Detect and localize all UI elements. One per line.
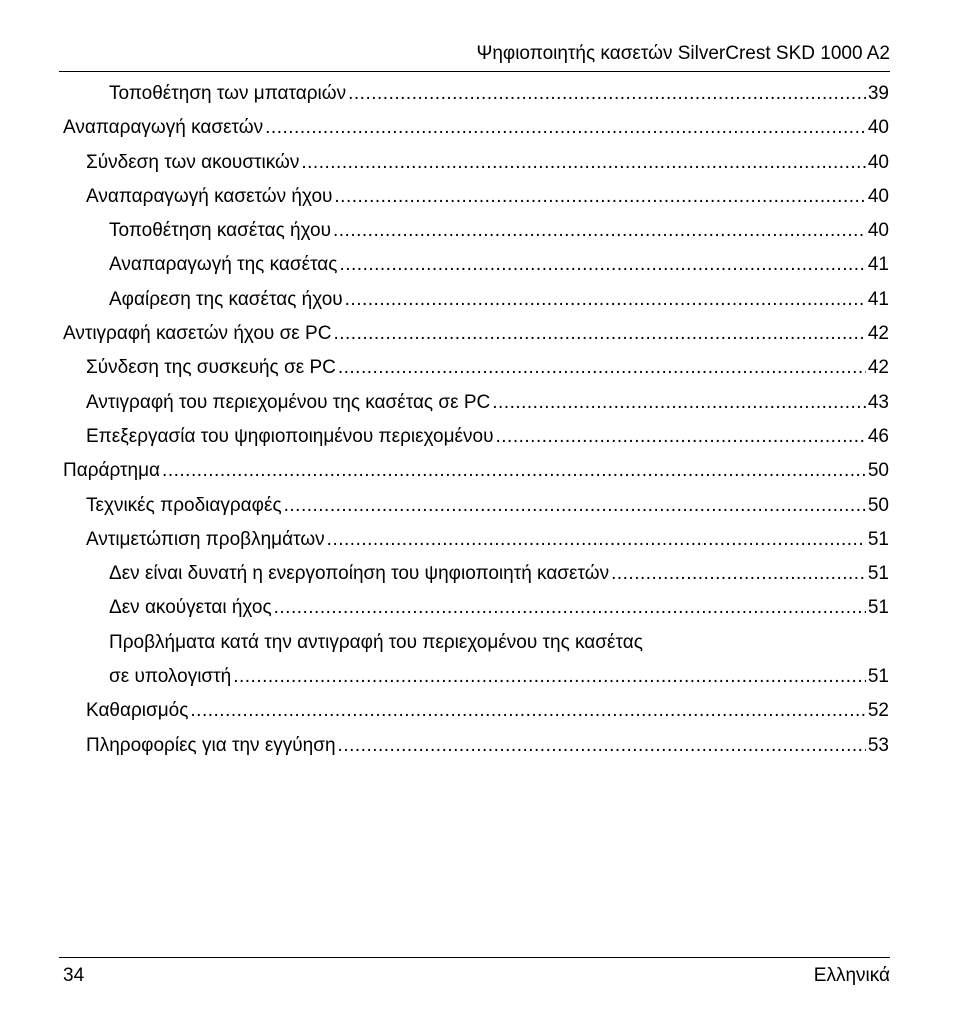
toc-entry-title: Παράρτημα bbox=[63, 460, 161, 482]
toc-entry[interactable] bbox=[63, 283, 889, 317]
toc-entry[interactable] bbox=[63, 420, 889, 454]
toc-dot-leader bbox=[339, 248, 865, 282]
toc-entry-title: Αντιγραφή κασετών ήχου σε PC bbox=[63, 323, 332, 345]
toc-entry-page: 40 bbox=[867, 185, 889, 207]
toc-entry-title: Τοποθέτηση των μπαταριών bbox=[109, 83, 347, 104]
toc-entry-title: Αναπαραγωγή κασετών bbox=[63, 117, 264, 139]
page-header bbox=[59, 41, 890, 72]
toc-dot-leader bbox=[301, 146, 865, 180]
toc-entry-page: 52 bbox=[867, 700, 889, 722]
toc-entry[interactable] bbox=[63, 729, 889, 763]
toc-entry-title: Καθαρισμός bbox=[86, 700, 189, 722]
toc-entry[interactable] bbox=[63, 523, 889, 557]
toc-entry[interactable] bbox=[63, 454, 889, 488]
toc-entry[interactable] bbox=[63, 180, 889, 214]
toc-dot-leader bbox=[284, 489, 866, 523]
toc-entry-title: Τεχνικές προδιαγραφές bbox=[86, 494, 282, 516]
toc-dot-leader bbox=[611, 557, 866, 591]
toc-entry[interactable] bbox=[63, 146, 889, 180]
toc-dot-leader bbox=[274, 591, 866, 625]
toc-dot-leader bbox=[265, 111, 866, 145]
toc-entry-page: 51 bbox=[867, 563, 889, 585]
toc-dot-leader bbox=[333, 317, 865, 351]
toc-entry-title: Αντιμετώπιση προβλημάτων bbox=[86, 528, 325, 550]
toc-entry[interactable] bbox=[63, 248, 889, 282]
toc-entry[interactable] bbox=[63, 591, 889, 625]
toc-entry-title: Αναπαραγωγή κασετών ήχου bbox=[86, 185, 333, 207]
toc-dot-leader bbox=[338, 351, 866, 385]
toc-entry-page: 42 bbox=[867, 357, 889, 379]
toc-entry-page: 40 bbox=[867, 117, 889, 139]
toc-dot-leader bbox=[233, 660, 866, 694]
toc-entry-title: Πληροφορίες για την εγγύηση bbox=[86, 734, 336, 756]
toc-entry-title: Δεν είναι δυνατή η ενεργοποίηση του ψηφιοποιητή κασετών bbox=[109, 563, 610, 585]
toc-entry-page: 42 bbox=[867, 323, 889, 345]
toc-entry[interactable] bbox=[63, 386, 889, 420]
toc-entry-page: 51 bbox=[867, 528, 889, 550]
toc-dot-leader bbox=[492, 386, 866, 420]
toc-entry-page: 40 bbox=[867, 220, 889, 242]
toc-entry[interactable] bbox=[63, 489, 889, 523]
toc-entry-page: 53 bbox=[867, 734, 889, 756]
toc-entry-page: 41 bbox=[867, 288, 889, 310]
table-of-contents bbox=[63, 77, 889, 763]
toc-entry-title-line1[interactable]: Προβλήματα κατά την αντιγραφή του περιεχομένου της κασέτας bbox=[109, 631, 643, 653]
toc-entry-page: 41 bbox=[867, 254, 889, 276]
toc-entry[interactable] bbox=[63, 111, 889, 145]
toc-entry-page: 51 bbox=[867, 597, 889, 619]
toc-entry[interactable] bbox=[63, 694, 889, 728]
toc-entry-title: Δεν ακούγεται ήχος bbox=[109, 597, 272, 619]
toc-entry-page: 50 bbox=[867, 494, 889, 516]
toc-dot-leader bbox=[333, 214, 866, 248]
toc-dot-leader bbox=[327, 523, 866, 557]
toc-dot-leader bbox=[348, 77, 866, 111]
toc-entry-title: σε υπολογιστή bbox=[109, 666, 232, 688]
toc-dot-leader bbox=[190, 694, 865, 728]
toc-entry-page: 43 bbox=[867, 391, 889, 413]
toc-entry[interactable] bbox=[63, 351, 889, 385]
toc-dot-leader bbox=[334, 180, 865, 214]
toc-entry[interactable] bbox=[63, 317, 889, 351]
toc-entry-page: 50 bbox=[867, 460, 889, 482]
toc-entry-title: Αφαίρεση της κασέτας ήχου bbox=[109, 288, 343, 310]
page-number: 34 bbox=[63, 965, 85, 986]
page-footer bbox=[59, 957, 890, 992]
footer-language: Ελληνικά bbox=[813, 965, 890, 986]
toc-dot-leader bbox=[496, 420, 866, 454]
toc-entry[interactable] bbox=[63, 557, 889, 591]
toc-entry-title: Τοποθέτηση κασέτας ήχου bbox=[109, 220, 331, 242]
toc-entry-title: Αναπαραγωγή της κασέτας bbox=[109, 254, 338, 276]
toc-entry-title: Σύνδεση της συσκευής σε PC bbox=[86, 357, 336, 379]
toc-entry[interactable] bbox=[63, 214, 889, 248]
toc-entry-page: 46 bbox=[867, 425, 889, 447]
toc-entry-title: Επεξεργασία του ψηφιοποιημένου περιεχομένου bbox=[86, 425, 494, 447]
toc-entry-page: 40 bbox=[867, 151, 889, 173]
toc-entry-title: Αντιγραφή του περιεχομένου της κασέτας σε PC bbox=[86, 391, 491, 413]
toc-entry-title: Σύνδεση των ακουστικών bbox=[86, 151, 300, 173]
toc-dot-leader bbox=[338, 729, 866, 763]
toc-entry[interactable] bbox=[63, 77, 889, 111]
toc-entry-page: 39 bbox=[867, 83, 889, 104]
toc-entry[interactable] bbox=[63, 660, 889, 694]
toc-dot-leader bbox=[162, 454, 866, 488]
header-title: Ψηφιοποιητής κασετών SilverCrest SKD 1000 A2 bbox=[476, 43, 890, 64]
toc-entry-page: 51 bbox=[867, 666, 889, 688]
toc-dot-leader bbox=[345, 283, 866, 317]
